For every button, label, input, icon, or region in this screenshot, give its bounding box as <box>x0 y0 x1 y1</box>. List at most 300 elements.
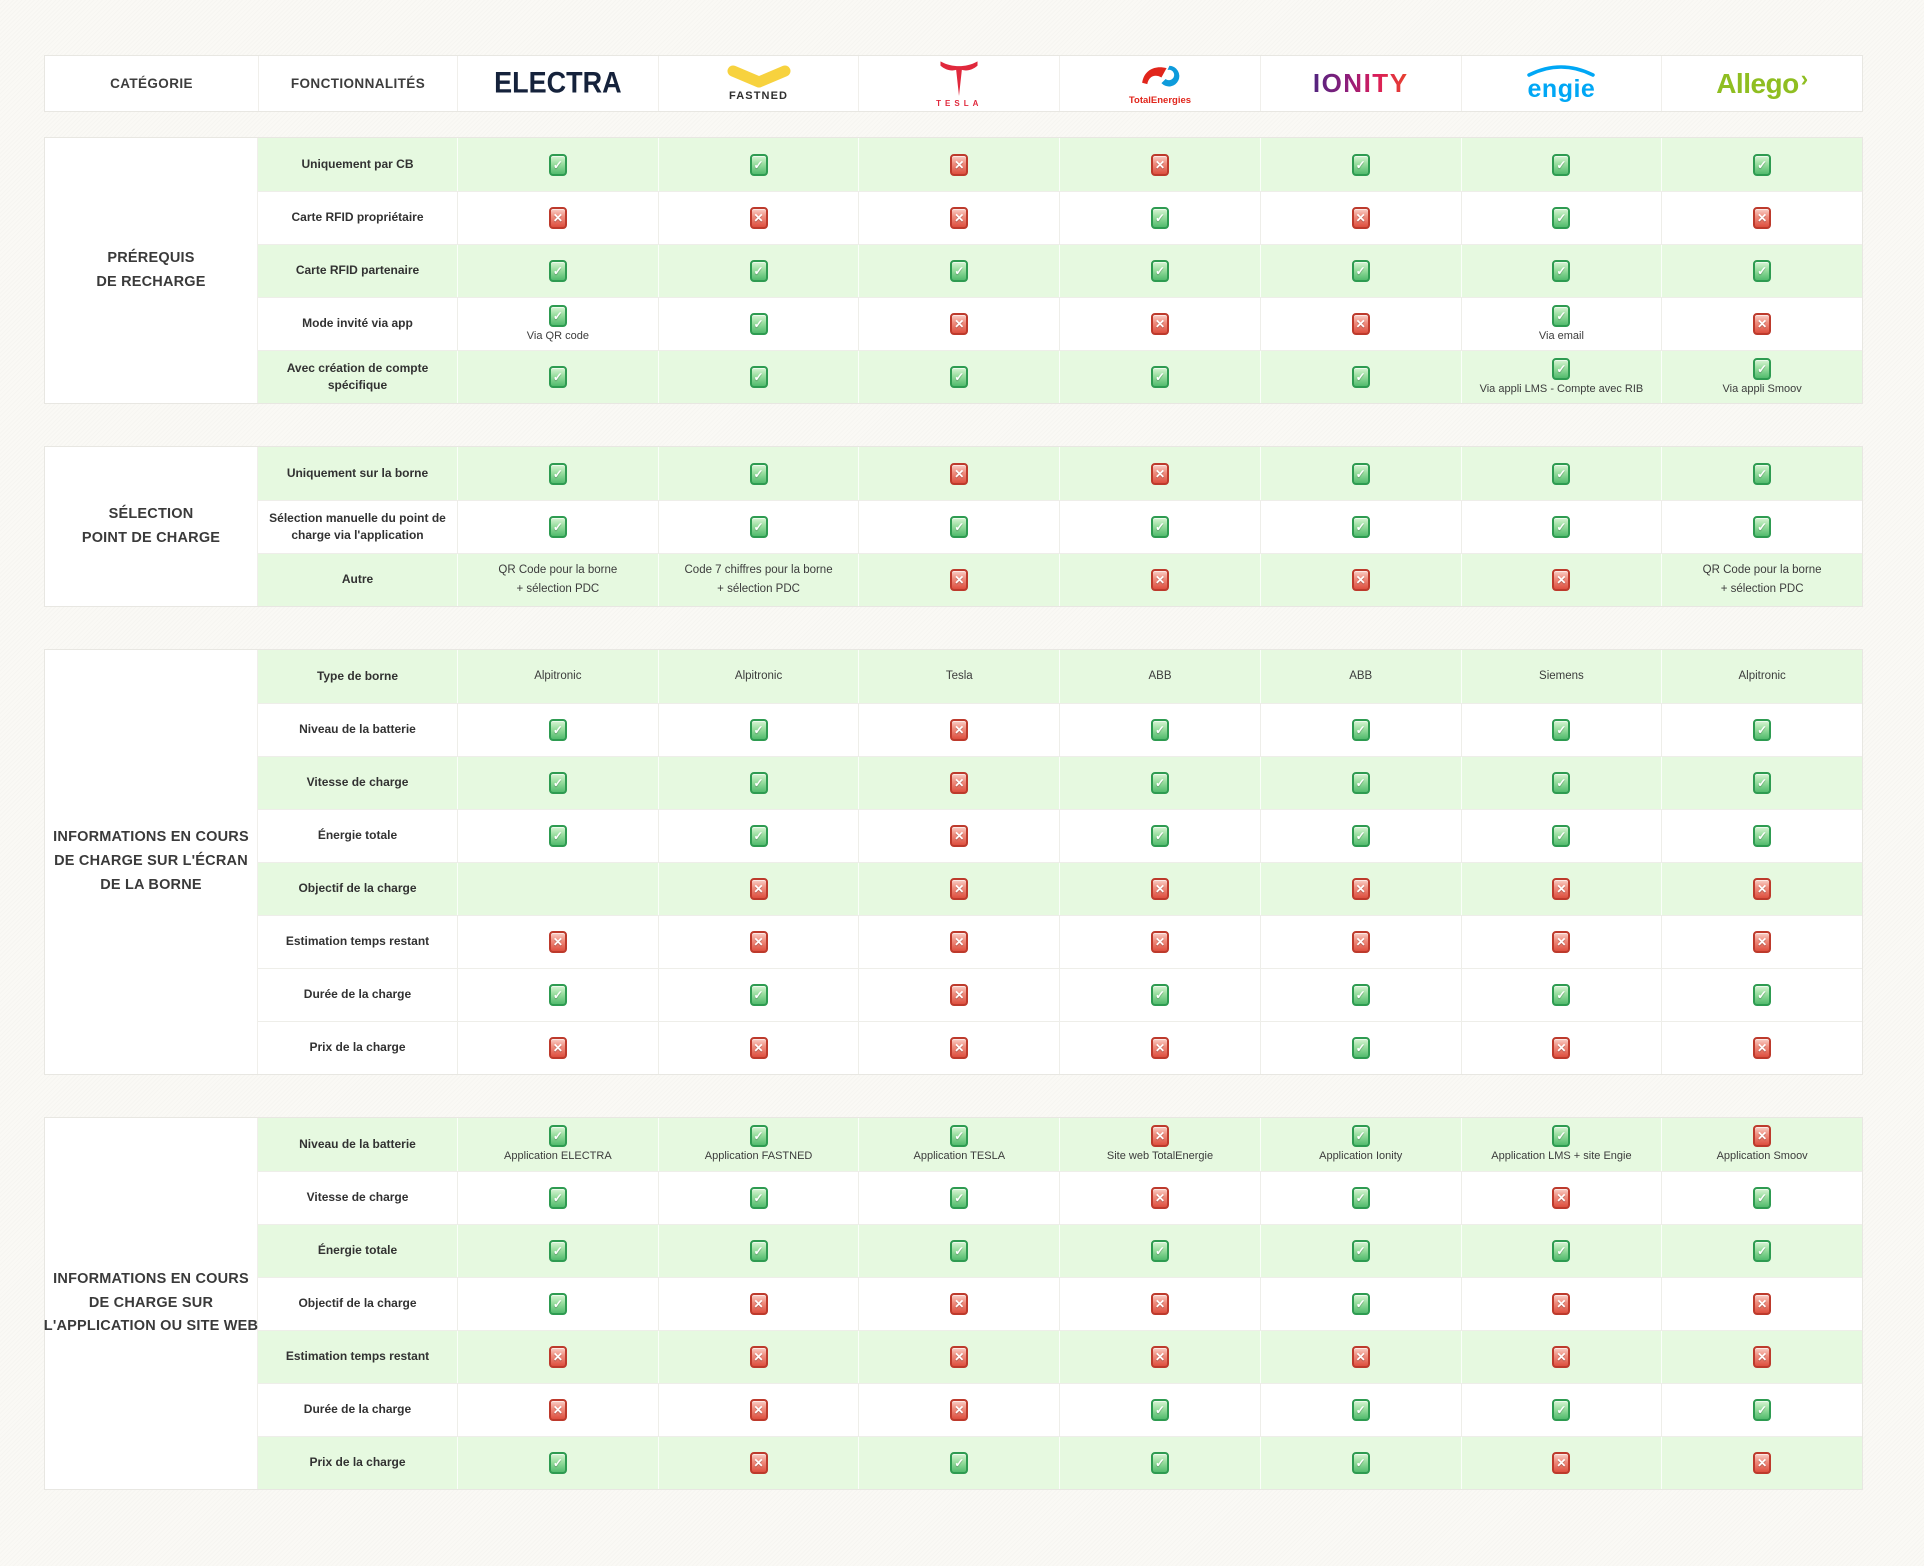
feature-label: Durée de la charge <box>303 1402 412 1417</box>
cell-text: Siemens <box>1539 669 1584 682</box>
feature-label: Estimation temps restant <box>285 934 430 949</box>
cross-icon: ✕ <box>1352 313 1370 335</box>
feature-cell-electra <box>457 1225 658 1277</box>
feature-cell-tesla <box>858 704 1059 756</box>
feature-cell-engie <box>1461 1172 1662 1224</box>
feature-row <box>258 1118 1862 1171</box>
feature-cell-engie <box>1461 1022 1662 1074</box>
cell-note: Application LMS + site Engie <box>1491 1150 1632 1163</box>
cross-icon: ✕ <box>750 207 768 229</box>
cross-icon: ✕ <box>1151 313 1169 335</box>
check-icon: ✓ <box>1552 719 1570 741</box>
cell-text: QR Code pour la borne <box>498 563 618 576</box>
feature-cell-electra <box>457 192 658 244</box>
cross-icon: ✕ <box>1151 931 1169 953</box>
check-icon: ✓ <box>1552 1399 1570 1421</box>
cross-icon: ✕ <box>950 825 968 847</box>
check-icon: ✓ <box>1352 772 1370 794</box>
brand-logo-fastned <box>727 65 791 102</box>
cross-icon: ✕ <box>1552 1452 1570 1474</box>
feature-label-cell <box>258 1331 457 1383</box>
cross-icon: ✕ <box>1151 878 1169 900</box>
feature-row <box>258 1021 1862 1074</box>
feature-label-cell <box>258 501 457 553</box>
feature-cell-tesla <box>858 1172 1059 1224</box>
feature-label: Durée de la charge <box>303 987 412 1002</box>
cross-icon: ✕ <box>1151 1187 1169 1209</box>
feature-row <box>258 1383 1862 1436</box>
feature-label: Sélection manuelle du point de charge via l'application <box>269 510 446 542</box>
feature-cell-fastned <box>658 704 859 756</box>
feature-label-cell <box>258 863 457 915</box>
check-icon: ✓ <box>750 516 768 538</box>
feature-cell-totalenergies <box>1059 1172 1260 1224</box>
cell-note: Application FASTNED <box>704 1150 813 1163</box>
feature-row <box>258 244 1862 297</box>
feature-cell-tesla <box>858 969 1059 1021</box>
feature-cell-electra <box>457 916 658 968</box>
allego-arrow-icon: › <box>1800 65 1809 91</box>
check-icon: ✓ <box>950 1125 968 1147</box>
check-icon: ✓ <box>1352 463 1370 485</box>
check-icon: ✓ <box>750 719 768 741</box>
check-icon: ✓ <box>1753 719 1771 741</box>
check-icon: ✓ <box>549 305 567 327</box>
feature-label-cell <box>258 1384 457 1436</box>
feature-cell-totalenergies <box>1059 1022 1260 1074</box>
feature-cell-allego <box>1661 757 1862 809</box>
feature-label: Vitesse de charge <box>306 775 409 790</box>
feature-cell-fastned <box>658 1225 859 1277</box>
feature-row <box>258 1171 1862 1224</box>
cross-icon: ✕ <box>950 984 968 1006</box>
feature-cell-fastned <box>658 916 859 968</box>
feature-label-cell <box>258 245 457 297</box>
cross-icon: ✕ <box>1352 207 1370 229</box>
feature-cell-tesla <box>858 138 1059 191</box>
feature-cell-tesla <box>858 1331 1059 1383</box>
check-icon: ✓ <box>1552 207 1570 229</box>
feature-label-cell <box>258 650 457 703</box>
cell-note: Via appli Smoov <box>1722 382 1802 395</box>
feature-label: Objectif de la charge <box>298 881 417 896</box>
feature-cell-ionity <box>1260 351 1461 403</box>
check-icon: ✓ <box>750 984 768 1006</box>
feature-label: Carte RFID partenaire <box>295 263 420 278</box>
feature-cell-allego <box>1661 447 1862 500</box>
check-icon: ✓ <box>1151 1452 1169 1474</box>
feature-cell-ionity <box>1260 1278 1461 1330</box>
cross-icon: ✕ <box>1151 1125 1169 1147</box>
feature-cell-tesla <box>858 1022 1059 1074</box>
cross-icon: ✕ <box>1753 931 1771 953</box>
feature-cell-fastned <box>658 501 859 553</box>
check-icon: ✓ <box>950 1452 968 1474</box>
cell-note: Application Ionity <box>1319 1150 1403 1163</box>
cross-icon: ✕ <box>1151 154 1169 176</box>
cross-icon: ✕ <box>950 1346 968 1368</box>
category-label: DE CHARGE SUR L'ÉCRAN <box>54 853 248 870</box>
comparison-table <box>44 55 1863 1490</box>
check-icon: ✓ <box>1352 366 1370 388</box>
section-prerequis-de-recharge <box>44 137 1863 404</box>
feature-label-cell <box>258 554 457 606</box>
cross-icon: ✕ <box>1753 1346 1771 1368</box>
feature-label-cell <box>258 1022 457 1074</box>
feature-cell-fastned <box>658 447 859 500</box>
check-icon: ✓ <box>1151 719 1169 741</box>
feature-cell-ionity <box>1260 916 1461 968</box>
cross-icon: ✕ <box>950 1399 968 1421</box>
cross-icon: ✕ <box>1552 1293 1570 1315</box>
check-icon: ✓ <box>1352 154 1370 176</box>
brand-logo-tesla <box>936 59 982 108</box>
feature-row <box>258 915 1862 968</box>
feature-row <box>258 350 1862 403</box>
feature-cell-engie <box>1461 298 1662 350</box>
feature-cell-tesla <box>858 1278 1059 1330</box>
cross-icon: ✕ <box>1151 1293 1169 1315</box>
check-icon: ✓ <box>1552 305 1570 327</box>
feature-row <box>258 447 1862 500</box>
feature-cell-electra <box>457 650 658 703</box>
header-cell-engie <box>1461 56 1662 111</box>
feature-label: Prix de la charge <box>309 1455 406 1470</box>
header-cell-tesla <box>858 56 1059 111</box>
feature-row <box>258 191 1862 244</box>
feature-cell-totalenergies <box>1059 1331 1260 1383</box>
check-icon: ✓ <box>1552 772 1570 794</box>
check-icon: ✓ <box>950 366 968 388</box>
feature-cell-engie <box>1461 863 1662 915</box>
check-icon: ✓ <box>1151 1240 1169 1262</box>
check-icon: ✓ <box>1352 984 1370 1006</box>
fastned-wordmark: FASTNED <box>729 90 789 102</box>
feature-cell-totalenergies <box>1059 1278 1260 1330</box>
feature-cell-electra <box>457 351 658 403</box>
feature-cell-fastned <box>658 863 859 915</box>
feature-label-cell <box>258 1278 457 1330</box>
feature-row <box>258 756 1862 809</box>
cross-icon: ✕ <box>950 569 968 591</box>
feature-row <box>258 1436 1862 1489</box>
feature-cell-electra <box>457 1118 658 1171</box>
check-icon: ✓ <box>1753 825 1771 847</box>
feature-cell-fastned <box>658 757 859 809</box>
cell-text: ABB <box>1349 669 1373 682</box>
cell-text: QR Code pour la borne <box>1702 563 1822 576</box>
check-icon: ✓ <box>1352 1125 1370 1147</box>
feature-cell-engie <box>1461 1278 1662 1330</box>
check-icon: ✓ <box>1151 825 1169 847</box>
cross-icon: ✕ <box>950 1037 968 1059</box>
feature-label-cell <box>258 1437 457 1489</box>
cross-icon: ✕ <box>750 1399 768 1421</box>
cross-icon: ✕ <box>950 1293 968 1315</box>
feature-cell-ionity <box>1260 1118 1461 1171</box>
check-icon: ✓ <box>750 1240 768 1262</box>
check-icon: ✓ <box>549 366 567 388</box>
feature-cell-ionity <box>1260 1331 1461 1383</box>
feature-cell-electra <box>457 298 658 350</box>
feature-cell-fastned <box>658 1118 859 1171</box>
feature-cell-ionity <box>1260 1022 1461 1074</box>
feature-label: Prix de la charge <box>309 1040 406 1055</box>
feature-cell-ionity <box>1260 1172 1461 1224</box>
cross-icon: ✕ <box>1753 878 1771 900</box>
feature-label: Énergie totale <box>317 1243 398 1258</box>
feature-cell-allego <box>1661 245 1862 297</box>
feature-row <box>258 703 1862 756</box>
feature-cell-allego <box>1661 1225 1862 1277</box>
feature-cell-totalenergies <box>1059 351 1260 403</box>
feature-label: Objectif de la charge <box>298 1296 417 1311</box>
feature-cell-totalenergies <box>1059 1225 1260 1277</box>
check-icon: ✓ <box>950 516 968 538</box>
check-icon: ✓ <box>750 1187 768 1209</box>
feature-cell-electra <box>457 1172 658 1224</box>
feature-cell-ionity <box>1260 192 1461 244</box>
check-icon: ✓ <box>1753 1240 1771 1262</box>
feature-cell-fastned <box>658 554 859 606</box>
check-icon: ✓ <box>1552 463 1570 485</box>
cross-icon: ✕ <box>1753 313 1771 335</box>
feature-cell-allego <box>1661 916 1862 968</box>
cross-icon: ✕ <box>1753 1452 1771 1474</box>
feature-cell-ionity <box>1260 1384 1461 1436</box>
table-header <box>44 55 1863 112</box>
feature-cell-ionity <box>1260 650 1461 703</box>
cross-icon: ✕ <box>1352 878 1370 900</box>
feature-cell-allego <box>1661 863 1862 915</box>
check-icon: ✓ <box>1753 772 1771 794</box>
feature-cell-fastned <box>658 138 859 191</box>
cross-icon: ✕ <box>549 207 567 229</box>
feature-cell-totalenergies <box>1059 138 1260 191</box>
feature-row <box>258 809 1862 862</box>
cross-icon: ✕ <box>950 772 968 794</box>
cross-icon: ✕ <box>1552 1346 1570 1368</box>
check-icon: ✓ <box>1552 1125 1570 1147</box>
feature-cell-ionity <box>1260 969 1461 1021</box>
feature-row <box>258 1330 1862 1383</box>
feature-cell-electra <box>457 1437 658 1489</box>
features-column-label: FONCTIONNALITÉS <box>290 76 426 91</box>
check-icon: ✓ <box>950 1187 968 1209</box>
feature-cell-fastned <box>658 1331 859 1383</box>
feature-label-cell <box>258 298 457 350</box>
feature-cell-allego <box>1661 650 1862 703</box>
feature-cell-fastned <box>658 1437 859 1489</box>
cell-note: Via appli LMS - Compte avec RIB <box>1479 382 1644 395</box>
brand-logo-totalenergies <box>1129 62 1191 106</box>
feature-label: Estimation temps restant <box>285 1349 430 1364</box>
feature-cell-tesla <box>858 192 1059 244</box>
category-cell-informations-application-site-web <box>45 1118 258 1489</box>
cell-text: Alpitronic <box>1738 669 1786 682</box>
feature-cell-engie <box>1461 1225 1662 1277</box>
feature-row <box>258 553 1862 606</box>
feature-cell-ionity <box>1260 447 1461 500</box>
cell-text: + sélection PDC <box>1720 583 1804 595</box>
cell-note: Via QR code <box>526 329 589 342</box>
cell-note: Application TESLA <box>913 1150 1006 1163</box>
cross-icon: ✕ <box>1352 931 1370 953</box>
feature-cell-electra <box>457 1278 658 1330</box>
section-rows <box>258 1118 1862 1489</box>
feature-cell-engie <box>1461 554 1662 606</box>
feature-cell-totalenergies <box>1059 501 1260 553</box>
feature-cell-tesla <box>858 501 1059 553</box>
feature-label: Énergie totale <box>317 828 398 843</box>
feature-cell-engie <box>1461 810 1662 862</box>
feature-cell-engie <box>1461 138 1662 191</box>
feature-cell-engie <box>1461 1384 1662 1436</box>
check-icon: ✓ <box>1753 1187 1771 1209</box>
category-label: L'APPLICATION OU SITE WEB <box>43 1318 259 1335</box>
cell-text: Alpitronic <box>734 669 783 682</box>
feature-cell-ionity <box>1260 501 1461 553</box>
cross-icon: ✕ <box>750 1293 768 1315</box>
cell-text: + sélection PDC <box>516 583 600 595</box>
category-cell-prerequis-de-recharge <box>45 138 258 403</box>
check-icon: ✓ <box>1352 1187 1370 1209</box>
totalenergies-wordmark: TotalEnergies <box>1128 94 1192 106</box>
feature-cell-allego <box>1661 1172 1862 1224</box>
feature-cell-ionity <box>1260 704 1461 756</box>
brand-logo-engie <box>1523 64 1599 104</box>
allego-wordmark: Allego <box>1716 67 1799 99</box>
feature-cell-tesla <box>858 447 1059 500</box>
cross-icon: ✕ <box>1352 1346 1370 1368</box>
category-label: PRÉREQUIS <box>107 249 195 266</box>
feature-cell-tesla <box>858 916 1059 968</box>
feature-cell-engie <box>1461 650 1662 703</box>
feature-cell-allego <box>1661 1331 1862 1383</box>
category-label: DE CHARGE SUR <box>88 1294 214 1311</box>
feature-label: Carte RFID propriétaire <box>291 210 424 225</box>
feature-cell-tesla <box>858 351 1059 403</box>
feature-row <box>258 297 1862 350</box>
feature-label: Type de borne <box>316 668 399 683</box>
feature-cell-fastned <box>658 1172 859 1224</box>
feature-cell-engie <box>1461 1437 1662 1489</box>
cross-icon: ✕ <box>1753 1125 1771 1147</box>
section-informations-application-site-web <box>44 1117 1863 1490</box>
feature-cell-engie <box>1461 1118 1662 1171</box>
feature-label-cell <box>258 351 457 403</box>
feature-cell-ionity <box>1260 554 1461 606</box>
cell-text: + sélection PDC <box>717 583 800 595</box>
engie-wordmark: engie <box>1527 74 1596 103</box>
feature-label-cell <box>258 447 457 500</box>
check-icon: ✓ <box>1151 207 1169 229</box>
feature-cell-allego <box>1661 969 1862 1021</box>
feature-cell-allego <box>1661 298 1862 350</box>
check-icon: ✓ <box>1352 825 1370 847</box>
check-icon: ✓ <box>750 825 768 847</box>
feature-cell-electra <box>457 554 658 606</box>
feature-cell-allego <box>1661 810 1862 862</box>
feature-cell-ionity <box>1260 1437 1461 1489</box>
feature-label: Niveau de la batterie <box>299 1136 416 1151</box>
feature-cell-fastned <box>658 810 859 862</box>
cross-icon: ✕ <box>950 719 968 741</box>
check-icon: ✓ <box>750 463 768 485</box>
section-rows <box>258 138 1862 403</box>
check-icon: ✓ <box>1352 516 1370 538</box>
category-label: INFORMATIONS EN COURS <box>53 829 249 846</box>
feature-label-cell <box>258 1172 457 1224</box>
feature-row <box>258 862 1862 915</box>
feature-cell-engie <box>1461 245 1662 297</box>
feature-cell-totalenergies <box>1059 810 1260 862</box>
feature-cell-tesla <box>858 1437 1059 1489</box>
feature-cell-fastned <box>658 1278 859 1330</box>
cross-icon: ✕ <box>549 931 567 953</box>
feature-label: Uniquement par CB <box>301 156 414 171</box>
section-informations-ecran-borne <box>44 649 1863 1075</box>
feature-cell-tesla <box>858 245 1059 297</box>
check-icon: ✓ <box>1352 260 1370 282</box>
feature-cell-totalenergies <box>1059 245 1260 297</box>
category-cell-informations-ecran-borne <box>45 650 258 1074</box>
check-icon: ✓ <box>1151 516 1169 538</box>
feature-cell-fastned <box>658 1022 859 1074</box>
cross-icon: ✕ <box>950 154 968 176</box>
feature-cell-fastned <box>658 245 859 297</box>
cross-icon: ✕ <box>549 1399 567 1421</box>
feature-cell-ionity <box>1260 863 1461 915</box>
check-icon: ✓ <box>549 772 567 794</box>
cross-icon: ✕ <box>1753 207 1771 229</box>
category-label: DE RECHARGE <box>96 273 206 290</box>
feature-cell-totalenergies <box>1059 969 1260 1021</box>
check-icon: ✓ <box>549 719 567 741</box>
cross-icon: ✕ <box>950 463 968 485</box>
feature-cell-tesla <box>858 810 1059 862</box>
check-icon: ✓ <box>750 260 768 282</box>
feature-label-cell <box>258 138 457 191</box>
feature-cell-tesla <box>858 863 1059 915</box>
category-label: DE LA BORNE <box>100 876 202 893</box>
feature-cell-engie <box>1461 501 1662 553</box>
feature-cell-totalenergies <box>1059 757 1260 809</box>
feature-cell-engie <box>1461 969 1662 1021</box>
check-icon: ✓ <box>1352 1293 1370 1315</box>
feature-cell-totalenergies <box>1059 554 1260 606</box>
cell-text: Tesla <box>945 669 973 682</box>
check-icon: ✓ <box>549 1240 567 1262</box>
check-icon: ✓ <box>1151 1399 1169 1421</box>
cross-icon: ✕ <box>750 931 768 953</box>
check-icon: ✓ <box>1151 366 1169 388</box>
feature-label: Mode invité via app <box>302 316 413 331</box>
feature-cell-engie <box>1461 704 1662 756</box>
feature-label-cell <box>258 1118 457 1171</box>
cell-note: Site web TotalEnergie <box>1106 1150 1214 1163</box>
feature-label: Avec création de compte spécifique <box>286 360 429 392</box>
feature-cell-tesla <box>858 1225 1059 1277</box>
feature-cell-allego <box>1661 1437 1862 1489</box>
check-icon: ✓ <box>1352 1037 1370 1059</box>
feature-cell-fastned <box>658 192 859 244</box>
check-icon: ✓ <box>950 260 968 282</box>
feature-cell-allego <box>1661 1118 1862 1171</box>
check-icon: ✓ <box>1753 358 1771 380</box>
feature-cell-electra <box>457 501 658 553</box>
check-icon: ✓ <box>1352 1399 1370 1421</box>
